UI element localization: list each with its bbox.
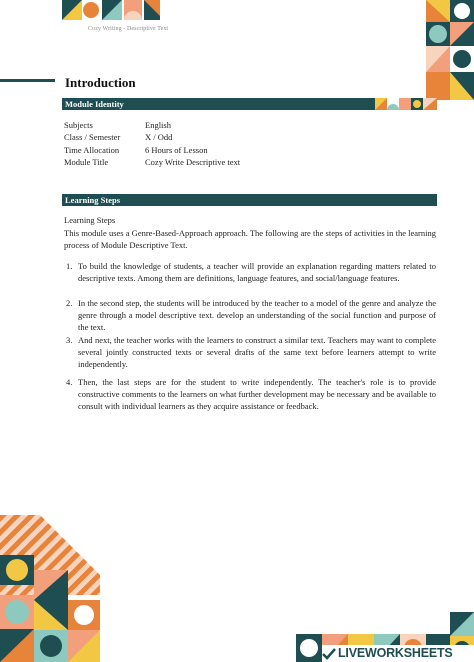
list-item [66,376,436,412]
step-text: In the second step, the students will be introduced by the teacher to a model of the genre and analyze the genre through a model descriptive text. develop an understanding of the social function and purpose of the text. [78,298,436,333]
step-number: 3. [66,335,73,345]
time-allocation-label: Time Allocation [64,145,120,155]
top-left-decoration [62,0,160,20]
page-title: Introduction [65,75,136,90]
module-identity-bar [62,98,437,110]
module-title-label: Module Title [64,157,109,167]
learning-steps-heading: Learning Steps [64,215,116,225]
step-text: And next, the teacher works with the learners to construct a similar text. Teachers may want to complete several jointly constructed texts or several drafts of the same text before learners attempt to write independently. [78,335,436,370]
step-number: 1. [66,261,73,271]
class-semester-value: X / Odd [145,132,173,142]
list-item [66,297,436,333]
time-allocation-value: 6 Hours of Lesson [145,145,208,155]
step-text: To build the knowledge of students, a teacher will provide an explanation regarding matters related to descriptive texts. Among them are definitions, language features, and social/language features. [78,261,436,284]
step-number: 2. [66,298,73,308]
module-identity-heading: Module Identity [65,99,124,109]
step-number: 4. [66,377,73,387]
bar-pattern-decoration [375,98,437,110]
list-item [66,260,436,284]
top-right-decoration [426,0,474,100]
learning-steps-intro: This module uses a Genre-Based-Approach approach. The following are the steps of activities in the learning process of Module Descriptive Text. [64,228,436,251]
list-item [66,334,436,370]
checkmark-icon [322,648,336,660]
module-title-value: Cozy Write Descriptive text [145,157,241,167]
watermark-text: LIVEWORKSHEETS [338,646,453,660]
bottom-left-decoration [0,515,100,662]
class-semester-label: Class / Semester [64,132,121,142]
learning-steps-bar-heading: Learning Steps [65,195,121,205]
watermark-badge [322,645,474,662]
learning-steps-bar [62,194,437,206]
step-text: Then, the last steps are for the student to write independently. The teacher's role is to provide constructive comments to the learners on what further development may be necessary and be available to consult with individual learners as they acquire assistance or feedback. [78,377,436,412]
title-accent-rule [0,79,55,82]
subjects-value: English [145,120,171,130]
running-header: Cozy Writing - Descriptive Text [88,26,169,32]
subjects-label: Subjects [64,120,93,130]
